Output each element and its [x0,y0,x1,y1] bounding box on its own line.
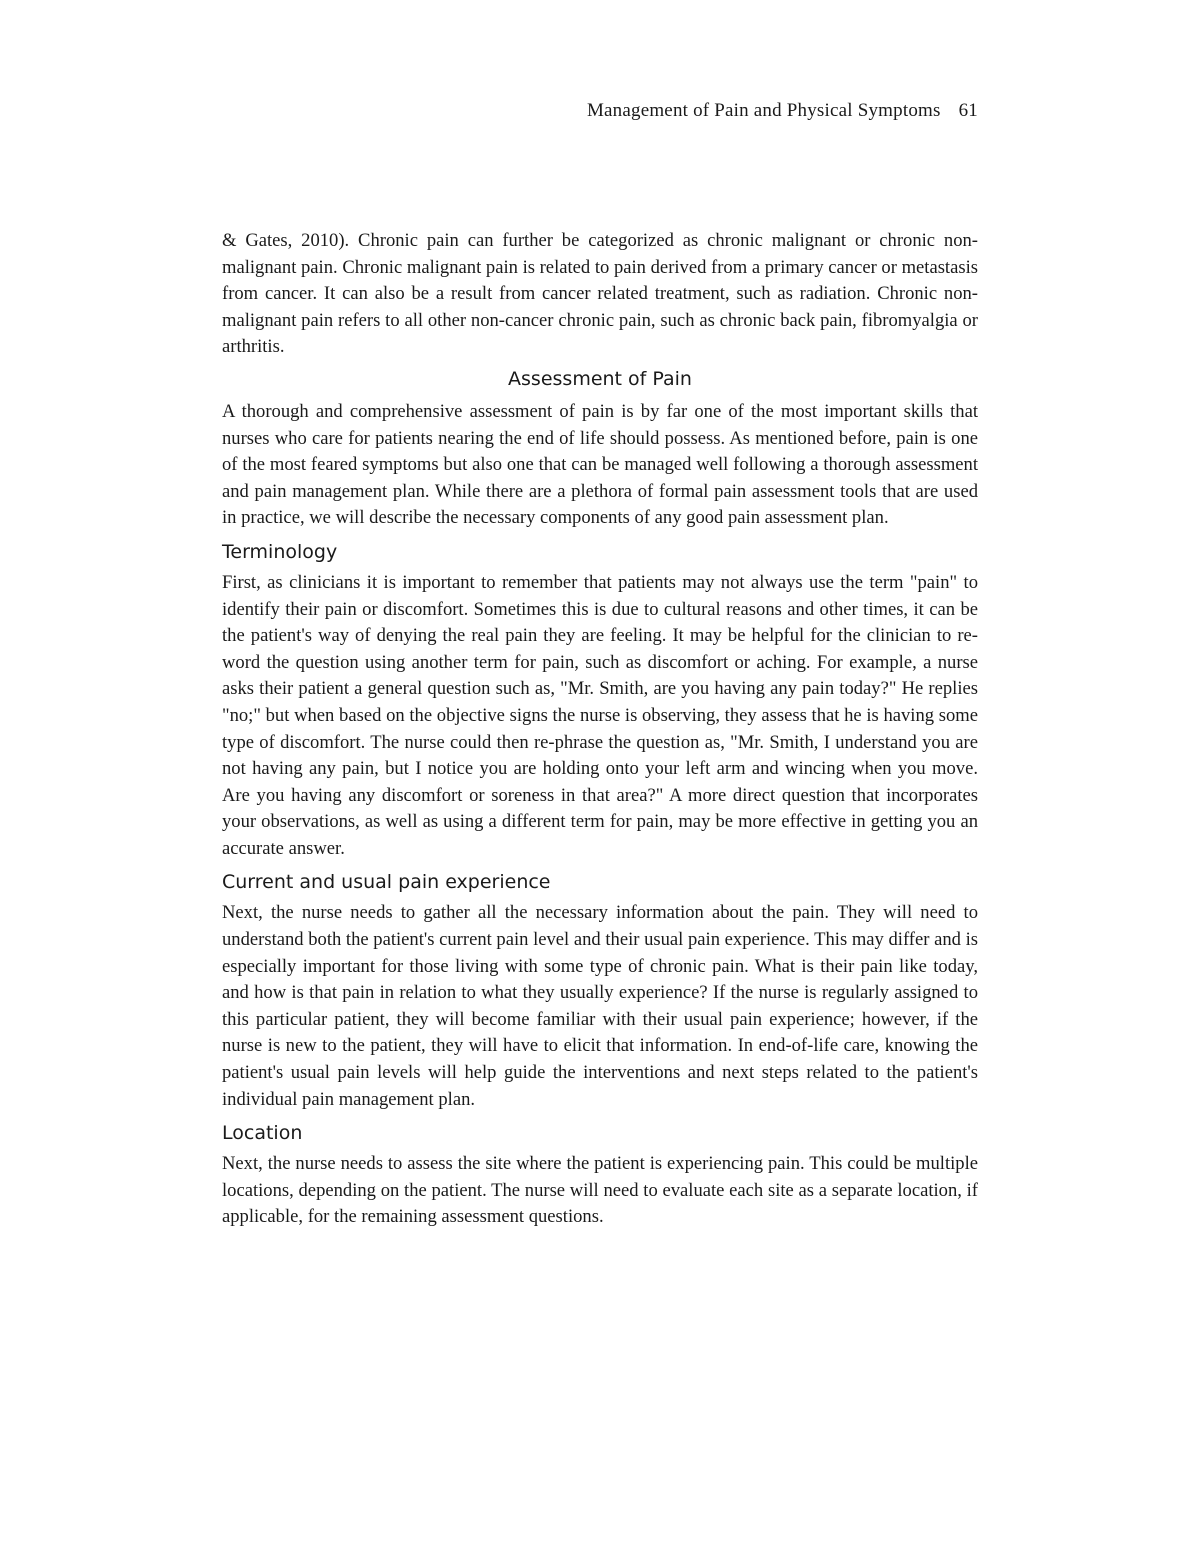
paragraph-current-usual-pain: Next, the nurse needs to gather all the necessary information about the pain. They will need to understand both the patient's current pain level and their usual pain experience. This may differ and is especially important for those living with some type of chronic pain. What is their pain like today, and how is that pain in relation to what they usually experience? If the nurse is regularly assigned to this particular patient, they will become familiar with their usual pain experience; however, if the nurse is new to the patient, they will have to elicit that information. In end-of-life care, knowing the patient's usual pain levels will help guide the interventions and next steps related to the patient's individual pain management plan. [222,902,978,1110]
paragraph-location: Next, the nurse needs to assess the site where the patient is experiencing pain. This could be multiple locations, depending on the patient. The nurse will need to evaluate each site as a separate location, if applicable, for the remaining assessment questions. [222,1153,978,1228]
paragraph-terminology: First, as clinicians it is important to remember that patients may not always use the term "pain" to identify their pain or discomfort. Sometimes this is due to cultural reasons and other times, it can be the patient's way of denying the real pain they are feeling. It may be helpful for the clinician to re-word the question using another term for pain, such as discomfort or aching. For example, a nurse asks their patient a general question such as, "Mr. Smith, are you having any pain today?" He replies "no;" but when based on the objective signs the nurse is observing, they assess that he is having some type of discomfort. The nurse could then re-phrase the question as, "Mr. Smith, I understand you are not having any pain, but I notice you are holding onto your left arm and wincing when you move. Are you having any discomfort or soreness in that area?" A more direct question that incorporates your observations, as well as using a different term for pain, may be more effective in getting you an accurate answer. [222,571,978,859]
page-content [222,228,978,1231]
subsection-heading-terminology: Terminology [222,540,338,563]
section-heading-assessment-of-pain: Assessment of Pain [508,367,692,390]
subsection-heading-location: Location [222,1122,303,1145]
running-header [222,100,978,122]
page-number: 61 [958,100,978,121]
running-title: Management of Pain and Physical Symptoms [586,100,941,121]
subsection-heading-current-usual-pain: Current and usual pain experience [222,871,551,894]
section-paragraph-assessment: A thorough and comprehensive assessment of pain is by far one of the most important skills that nurses who care for patients nearing the end of life should possess. As mentioned before, pain is one of the most feared symptoms but also one that can be managed well following a thorough assessment and pain management plan. While there are a plethora of formal pain assessment tools that are used in practice, we will describe the necessary components of any good pain assessment plan. [222,400,978,529]
intro-paragraph: & Gates, 2010). Chronic pain can further be categorized as chronic malignant or chronic non-malignant pain. Chronic malignant pain is related to pain derived from a primary cancer or metastasis from cancer. It can also be a result from cancer related treatment, such as radiation. Chronic non-malignant pain refers to all other non-cancer chronic pain, such as chronic back pain, fibromyalgia or arthritis. [222,230,978,358]
